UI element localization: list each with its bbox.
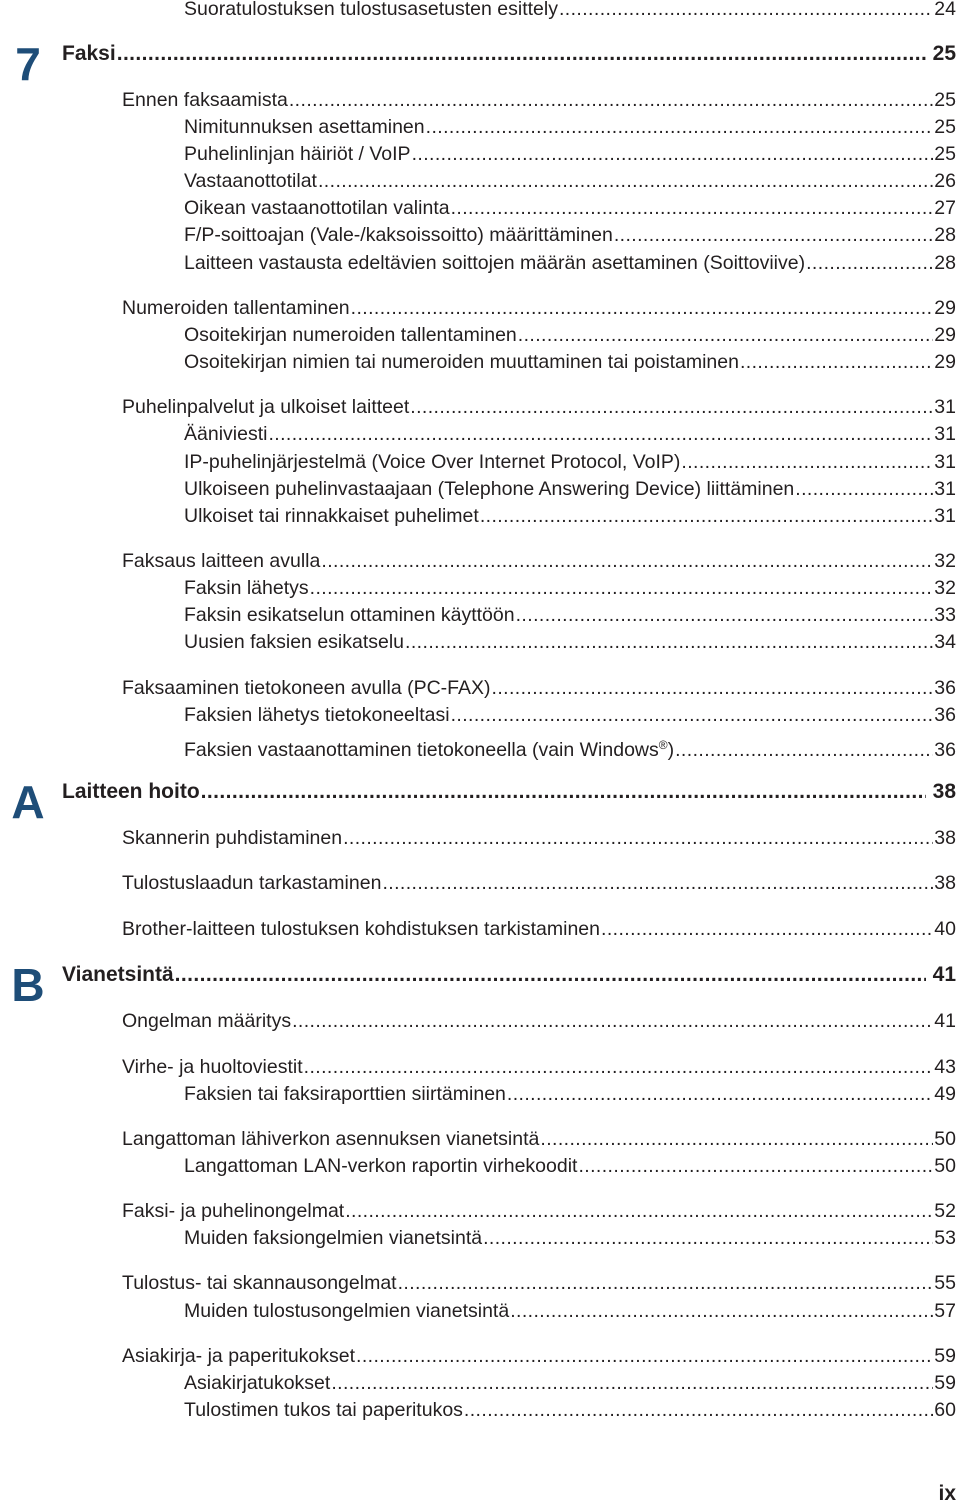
toc-entry-title: Skannerin puhdistaminen [122,827,343,849]
toc-entry[interactable] [122,917,956,941]
toc-leader [540,1127,933,1151]
toc-leader [516,603,934,627]
toc-page-number: 28 [934,224,956,246]
toc-entry-title: Puhelinpalvelut ja ulkoiset laitteet [122,396,410,418]
toc-page-number: 41 [932,963,956,986]
toc-entry-title: Faksaus laitteen avulla [122,550,321,572]
toc-page-number: 29 [934,297,956,319]
toc-entry-title: Laitteen vastausta edeltävien soittojen määrän asettaminen (Soittoviive) [184,252,806,274]
toc-entry-title: Ääniviesti [184,423,268,445]
toc-leader [740,350,933,374]
toc-page-number: 31 [934,478,956,500]
toc-entry-title: Numeroiden tallentaminen [122,297,350,319]
toc-page-number: 41 [934,1010,956,1032]
toc-page-number: 60 [934,1399,956,1421]
toc-leader [578,1154,933,1178]
toc-entry-title: Tulostus- tai skannausongelmat [122,1272,397,1294]
toc-leader [412,142,934,166]
toc-entry-title: Uusien faksien esikatselu [184,631,405,653]
toc-leader [464,1398,933,1422]
toc-leader [518,323,934,347]
toc-leader [795,477,933,501]
toc-entry[interactable] [184,1082,956,1106]
toc-entry[interactable] [122,1009,956,1033]
toc-entry-title: Faksaaminen tietokoneen avulla (PC-FAX) [122,677,491,699]
toc-entry[interactable] [184,450,956,474]
chapter-marker-a: A [11,776,45,828]
toc-entry[interactable] [184,251,956,275]
toc-page-number: 27 [934,197,956,219]
toc-leader [614,223,933,247]
toc-page-number: 24 [934,0,956,20]
toc-entry[interactable] [122,88,956,112]
toc-entry[interactable] [184,1226,956,1250]
toc-page-number: 53 [934,1227,956,1249]
toc-page-number: 36 [934,677,956,699]
toc-leader [507,1082,933,1106]
toc-page-number: 36 [934,704,956,726]
toc-entry-title: Ongelman määritys [122,1010,292,1032]
toc-page-number: 50 [934,1155,956,1177]
toc-entry-title-text: Faksien vastaanottaminen tietokoneella (vain Windows [184,739,659,761]
toc-entry[interactable] [184,630,956,654]
toc-page-number: 33 [934,604,956,626]
toc-leader [398,1271,934,1295]
toc-entry-title: Laitteen hoito [62,780,200,803]
toc-leader [175,963,926,987]
toc-leader [345,1199,933,1223]
toc-leader [343,826,933,850]
toc-leader [351,296,934,320]
toc-leader [382,871,933,895]
toc-leader [268,422,933,446]
toc-page-number: 40 [934,918,956,940]
toc-entry[interactable] [122,1344,956,1368]
toc-entry[interactable] [122,826,956,850]
toc-entry-title: Asiakirja- ja paperitukokset [122,1345,356,1367]
toc-page-number: 55 [934,1272,956,1294]
toc-page-number: 29 [934,324,956,346]
toc-leader [331,1371,933,1395]
toc-page-number: 25 [934,116,956,138]
toc-entry[interactable] [184,422,956,446]
toc-page-number: 32 [934,577,956,599]
toc-page-number: 31 [934,423,956,445]
toc-entry[interactable] [184,196,956,220]
toc-entry-title: Oikean vastaanottotilan valinta [184,197,450,219]
toc-page-number: 29 [934,351,956,373]
toc-page-number: 26 [934,170,956,192]
toc-leader [451,703,934,727]
toc-entry-title: Osoitekirjan numeroiden tallentaminen [184,324,517,346]
toc-page-number: 50 [934,1128,956,1150]
toc-page-number: 31 [934,396,956,418]
toc-leader [601,917,933,941]
toc-entry[interactable] [184,142,956,166]
toc-entry[interactable] [122,871,956,895]
toc-leader [321,549,933,573]
toc-entry-title: Langattoman LAN-verkon raportin virhekoodit [184,1155,578,1177]
toc-entry-title: Asiakirjatukokset [184,1372,331,1394]
toc-page-number: 38 [934,872,956,894]
toc-entry-title: Suoratulostuksen tulostusasetusten esittely [184,0,558,20]
toc-leader [510,1299,933,1323]
toc-entry-title: Ulkoiseen puhelinvastaajaan (Telephone Answering Device) liittäminen [184,478,795,500]
toc-entry-title: Virhe- ja huoltoviestit [122,1056,303,1078]
toc-leader [310,576,934,600]
toc-entry[interactable] [184,1154,956,1178]
toc-entry-title: Muiden tulostusongelmien vianetsintä [184,1300,510,1322]
toc-entry[interactable] [184,1371,956,1395]
toc-entry-title: IP-puhelinjärjestelmä (Voice Over Internet Protocol, VoIP) [184,451,681,473]
toc-entry[interactable] [184,323,956,347]
toc-leader [675,738,933,762]
toc-leader [426,115,934,139]
toc-entry-title: Tulostimen tukos tai paperitukos [184,1399,463,1421]
toc-page-number: 28 [934,252,956,274]
toc-page-number: 38 [934,827,956,849]
toc-page-number: 59 [934,1345,956,1367]
toc-chapter-entry[interactable] [62,42,956,66]
toc-entry[interactable] [122,395,956,419]
toc-entry-title: Ulkoiset tai rinnakkaiset puhelimet [184,505,479,527]
toc-entry-title: Tulostuslaadun tarkastaminen [122,872,382,894]
toc-page-number: 31 [934,505,956,527]
toc-entry-title: Vastaanottotilat [184,170,317,192]
toc-leader [201,780,926,804]
toc-entry[interactable] [184,1398,956,1422]
toc-leader [492,676,934,700]
toc-entry-title: Langattoman lähiverkon asennuksen vianetsintä [122,1128,540,1150]
toc-entry[interactable] [184,504,956,528]
toc-leader [289,88,933,112]
toc-entry-title: Puhelinlinjan häiriöt / VoIP [184,143,411,165]
toc-leader [410,395,933,419]
toc-entry[interactable] [184,223,956,247]
toc-entry[interactable] [184,477,956,501]
toc-leader [356,1344,933,1368]
toc-page-number: 34 [934,631,956,653]
toc-entry-title: Faksi [62,42,116,65]
toc-page-number: 25 [934,143,956,165]
toc-entry-title: Muiden faksiongelmien vianetsintä [184,1227,483,1249]
toc-entry-title: Faksien tai faksiraporttien siirtäminen [184,1083,506,1105]
toc-entry-title: Faksien lähetys tietokoneeltasi [184,704,450,726]
toc-entry-title-end: ) [667,739,675,761]
toc-entry[interactable] [184,703,956,727]
toc-entry[interactable] [184,733,956,762]
toc-leader [304,1055,934,1079]
toc-leader [681,450,933,474]
toc-page-number: 32 [934,550,956,572]
toc-leader [559,0,933,21]
chapter-marker-7: 7 [15,38,41,90]
toc-entry[interactable] [122,1199,956,1223]
registered-mark: ® [658,738,668,752]
toc-leader [117,42,926,66]
toc-entry-title [184,733,674,762]
toc-entry[interactable] [184,169,956,193]
toc-entry[interactable] [184,0,956,21]
toc-entry-title: Faksin lähetys [184,577,309,599]
chapter-marker-b: B [11,959,45,1011]
toc-entry[interactable] [122,676,956,700]
toc-chapter-entry[interactable] [62,780,956,804]
toc-entry[interactable] [122,1055,956,1079]
toc-entry-title: Nimitunnuksen asettaminen [184,116,425,138]
toc-entry[interactable] [122,1127,956,1151]
toc-leader [806,251,933,275]
toc-leader [480,504,933,528]
toc-page-number: 25 [932,42,956,65]
toc-entry-title: Brother-laitteen tulostuksen kohdistuksen tarkistaminen [122,918,600,940]
toc-leader [451,196,934,220]
toc-entry-title: Ennen faksaamista [122,89,288,111]
toc-entry[interactable] [184,603,956,627]
toc-entry[interactable] [122,296,956,320]
toc-page-number: 52 [934,1200,956,1222]
toc-entry[interactable] [122,549,956,573]
toc-page-number: 59 [934,1372,956,1394]
toc-page-number: 36 [934,739,956,761]
toc-entry[interactable] [184,350,956,374]
toc-page-number: 49 [934,1083,956,1105]
toc-leader [318,169,933,193]
toc-entry[interactable] [184,115,956,139]
toc-entry-title: F/P-soittoajan (Vale-/kaksoissoitto) määrittäminen [184,224,613,246]
toc-entry[interactable] [184,576,956,600]
toc-entry[interactable] [122,1271,956,1295]
toc-page-number: 38 [932,780,956,803]
toc-page-number: 57 [934,1300,956,1322]
toc-leader [483,1226,933,1250]
toc-chapter-entry[interactable] [62,963,956,987]
toc-page-number: 43 [934,1056,956,1078]
page-number: ix [938,1482,956,1505]
toc-entry-title: Osoitekirjan nimien tai numeroiden muuttaminen tai poistaminen [184,351,739,373]
toc-entry[interactable] [184,1299,956,1323]
toc-entry-title: Vianetsintä [62,963,174,986]
toc-leader [405,630,933,654]
toc-page-number: 31 [934,451,956,473]
toc-leader [292,1009,933,1033]
toc-entry-title: Faksin esikatselun ottaminen käyttöön [184,604,515,626]
toc-page-number: 25 [934,89,956,111]
toc-entry-title: Faksi- ja puhelinongelmat [122,1200,345,1222]
